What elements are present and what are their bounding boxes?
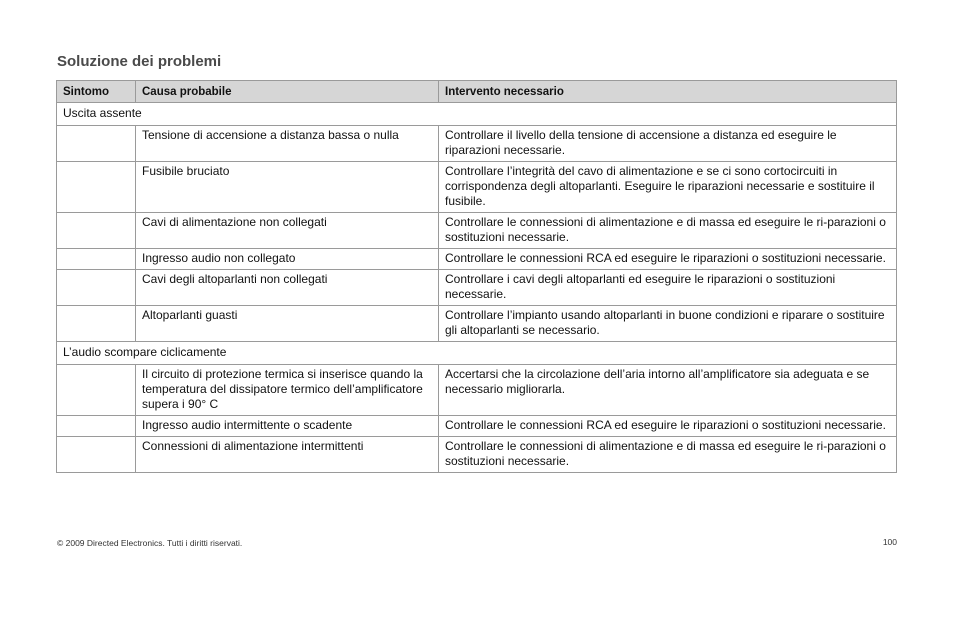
cause-cell: Il circuito di protezione termica si inserisce quando la temperatura del dissipatore termico dell’amplificatore supera i 90° C [136,365,439,416]
symptom-group-row [57,342,897,365]
symptom-label: Uscita assente [57,103,897,126]
table-row [57,416,897,437]
empty-cell [57,249,136,270]
cause-cell: Ingresso audio non collegato [136,249,439,270]
table-row [57,270,897,306]
empty-cell [57,126,136,162]
action-cell: Controllare le connessioni di alimentazione e di massa ed eseguire le ri-parazioni o sostituzioni necessarie. [439,213,897,249]
symptom-group-row [57,103,897,126]
cause-cell: Connessioni di alimentazione intermittenti [136,437,439,473]
action-cell: Controllare l’integrità del cavo di alimentazione e se ci sono cortocircuiti in corrispondenza degli altoparlanti. Eseguire le riparazioni necessarie e sostituire il fusibile. [439,162,897,213]
action-cell: Controllare i cavi degli altoparlanti ed eseguire le riparazioni o sostituzioni necessarie. [439,270,897,306]
empty-cell [57,213,136,249]
page-title: Soluzione dei problemi [57,53,222,70]
troubleshooting-table [56,80,897,473]
page-number: 100 [882,537,897,547]
table-row [57,213,897,249]
cause-cell: Cavi di alimentazione non collegati [136,213,439,249]
cause-cell: Tensione di accensione a distanza bassa o nulla [136,126,439,162]
action-cell: Accertarsi che la circolazione dell’aria intorno all’amplificatore sia adeguata e se necessario migliorarla. [439,365,897,416]
table-row [57,306,897,342]
empty-cell [57,416,136,437]
cause-cell: Cavi degli altoparlanti non collegati [136,270,439,306]
table-row [57,126,897,162]
empty-cell [57,270,136,306]
action-cell: Controllare le connessioni di alimentazione e di massa ed eseguire le ri-parazioni o sostituzioni necessarie. [439,437,897,473]
table-row [57,437,897,473]
empty-cell [57,365,136,416]
action-cell: Controllare l’impianto usando altoparlanti in buone condizioni e riparare o sostituire gli altoparlanti se necessario. [439,306,897,342]
table-row [57,365,897,416]
header-symptom: Sintomo [57,81,136,103]
table-header-row [57,81,897,103]
action-cell: Controllare le connessioni RCA ed eseguire le riparazioni o sostituzioni necessarie. [439,249,897,270]
table-row [57,249,897,270]
header-cause: Causa probabile [136,81,439,103]
header-action: Intervento necessario [439,81,897,103]
empty-cell [57,162,136,213]
copyright-notice: © 2009 Directed Electronics. Tutti i diritti riservati. [57,538,243,548]
action-cell: Controllare il livello della tensione di accensione a distanza ed eseguire le riparazioni necessarie. [439,126,897,162]
empty-cell [57,437,136,473]
cause-cell: Fusibile bruciato [136,162,439,213]
cause-cell: Ingresso audio intermittente o scadente [136,416,439,437]
table-row [57,162,897,213]
cause-cell: Altoparlanti guasti [136,306,439,342]
empty-cell [57,306,136,342]
action-cell: Controllare le connessioni RCA ed eseguire le riparazioni o sostituzioni necessarie. [439,416,897,437]
symptom-label: L’audio scompare ciclicamente [57,342,897,365]
